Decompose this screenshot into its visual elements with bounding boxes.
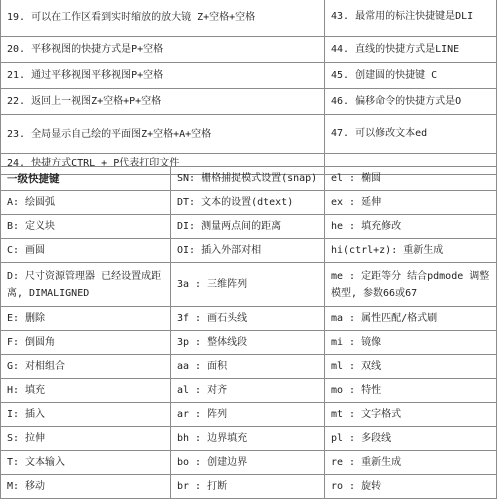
tip-right: 45. 创建圆的快捷键 C — [325, 63, 497, 89]
shortcut-row — [1, 307, 497, 331]
shortcut-row — [1, 331, 497, 355]
shortcut-cell: D: 尺寸资源管理器 已经设置成距离, DIMALIGNED — [1, 263, 171, 307]
shortcut-cell: mt : 文字格式 — [325, 403, 497, 427]
shortcut-cell: re : 重新生成 — [325, 451, 497, 475]
shortcut-cell: ex : 延伸 — [325, 191, 497, 215]
tip-left: 22. 返回上一视图Z+空格+P+空格 — [1, 89, 325, 115]
shortcut-row — [1, 475, 497, 499]
tips-row — [1, 63, 497, 89]
shortcut-cell: OI: 插入外部对相 — [171, 239, 325, 263]
shortcut-cell: F: 倒圆角 — [1, 331, 171, 355]
shortcut-cell: S: 拉伸 — [1, 427, 171, 451]
tip-right: 44. 直线的快捷方式是LINE — [325, 37, 497, 63]
tips-row — [1, 115, 497, 154]
shortcut-row — [1, 427, 497, 451]
shortcut-header-title: 一级快捷键 — [1, 167, 171, 191]
shortcut-cell: H: 填充 — [1, 379, 171, 403]
tips-row — [1, 89, 497, 115]
shortcut-row — [1, 263, 497, 307]
shortcut-cell: A: 绘圆弧 — [1, 191, 171, 215]
tips-row — [1, 0, 497, 37]
shortcut-cell: B: 定义块 — [1, 215, 171, 239]
shortcut-cell: I: 插入 — [1, 403, 171, 427]
tips-row — [1, 37, 497, 63]
shortcut-row — [1, 379, 497, 403]
shortcut-cell: el : 椭圆 — [325, 167, 497, 191]
tip-left: 19. 可以在工作区看到实时缩放的放大镜 Z+空格+空格 — [1, 0, 325, 37]
shortcut-cell: aa : 面积 — [171, 355, 325, 379]
shortcut-cell: ar : 阵列 — [171, 403, 325, 427]
tips-table — [0, 0, 497, 175]
tip-right: 47. 可以修改文本ed — [325, 115, 497, 154]
shortcut-cell: pl : 多段线 — [325, 427, 497, 451]
shortcut-cell: M: 移动 — [1, 475, 171, 499]
shortcut-cell: al : 对齐 — [171, 379, 325, 403]
shortcut-cell: 3a : 三维阵列 — [171, 263, 325, 307]
shortcut-cell: ma : 属性匹配/格式刷 — [325, 307, 497, 331]
tip-left: 23. 全局显示自己绘的平面图Z+空格+A+空格 — [1, 115, 325, 154]
shortcut-row — [1, 191, 497, 215]
shortcut-table — [0, 166, 497, 499]
shortcut-cell: SN: 栅格捕捉模式设置(snap) — [171, 167, 325, 191]
shortcut-row — [1, 355, 497, 379]
shortcut-cell: he : 填充修改 — [325, 215, 497, 239]
shortcut-cell: bh : 边界填充 — [171, 427, 325, 451]
shortcut-cell: E: 删除 — [1, 307, 171, 331]
shortcut-cell: T: 文本输入 — [1, 451, 171, 475]
shortcut-cell: bo : 创建边界 — [171, 451, 325, 475]
shortcut-cell: 3f : 画石头线 — [171, 307, 325, 331]
shortcut-header-row — [1, 167, 497, 191]
shortcut-cell: ml : 双线 — [325, 355, 497, 379]
tip-left: 24. 快捷方式CTRL + P代表打印文件 — [1, 154, 325, 175]
shortcut-cell: G: 对相组合 — [1, 355, 171, 379]
shortcut-cell: ro : 旋转 — [325, 475, 497, 499]
tip-right: 43. 最常用的标注快捷键是DLI — [325, 0, 497, 37]
shortcut-row — [1, 215, 497, 239]
shortcut-cell: hi(ctrl+z): 重新生成 — [325, 239, 497, 263]
shortcut-cell: br : 打断 — [171, 475, 325, 499]
shortcut-cell: DT: 文本的设置(dtext) — [171, 191, 325, 215]
tip-left: 21. 通过平移视图平移视图P+空格 — [1, 63, 325, 89]
shortcut-cell: me : 定距等分 结合pdmode 调整模型, 参数66或67 — [325, 263, 497, 307]
shortcut-cell: mi : 镜像 — [325, 331, 497, 355]
shortcut-cell: C: 画圆 — [1, 239, 171, 263]
shortcut-row — [1, 403, 497, 427]
shortcut-cell: DI: 测量两点间的距离 — [171, 215, 325, 239]
shortcut-cell: 3p : 整体线段 — [171, 331, 325, 355]
tip-right: 46. 偏移命令的快捷方式是O — [325, 89, 497, 115]
shortcut-cell: mo : 特性 — [325, 379, 497, 403]
shortcut-row — [1, 239, 497, 263]
shortcut-row — [1, 451, 497, 475]
tip-left: 20. 平移视图的快捷方式是P+空格 — [1, 37, 325, 63]
